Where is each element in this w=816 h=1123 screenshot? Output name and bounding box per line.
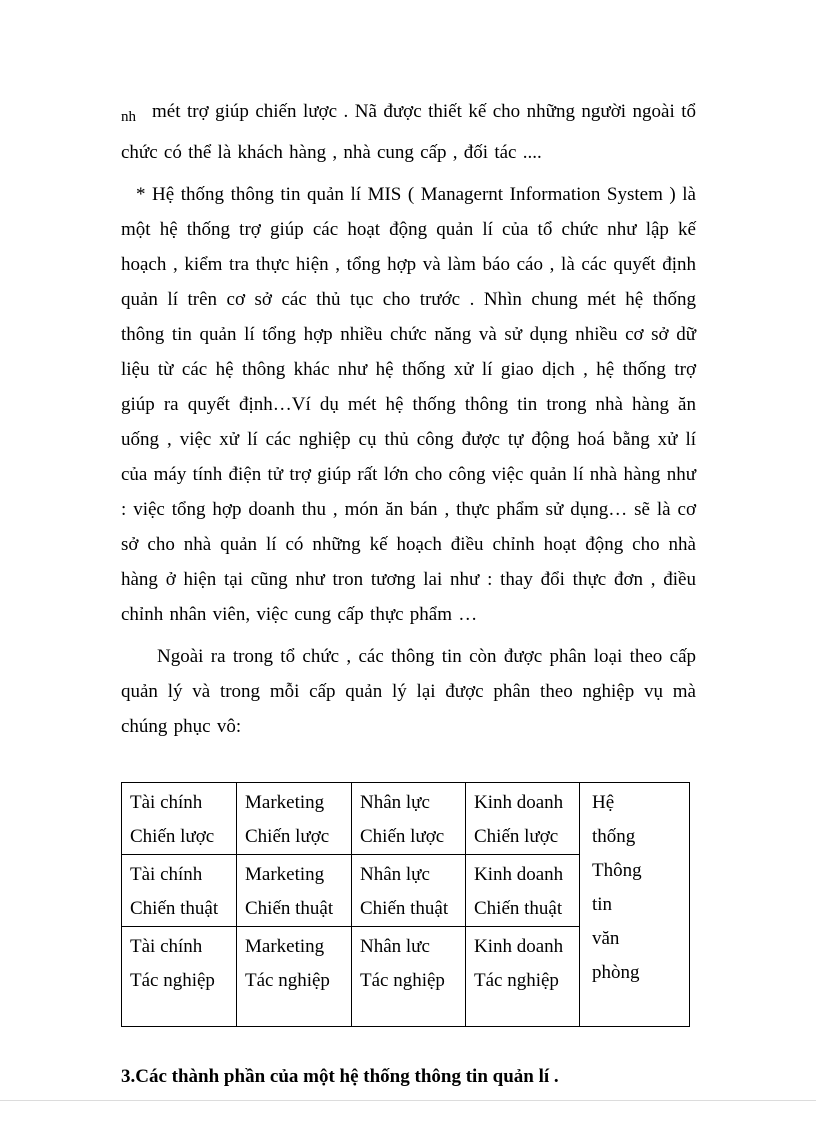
cell-line: Tác nghiệp xyxy=(130,970,215,991)
paragraph-classification: Ngoài ra trong tổ chức , các thông tin còn được phân loại theo cấp quản lý và trong mỗi cấp quản lý lại được phân theo nghiệp vụ mà chúng phục vô: xyxy=(121,646,696,737)
cell-line: Chiến lược xyxy=(130,826,215,847)
cell-line: Kinh doanh xyxy=(474,936,564,957)
cell-line: Marketing xyxy=(245,864,325,885)
cell-line: Tài chính xyxy=(130,864,203,885)
table-cell xyxy=(237,783,352,855)
cell-line: Tài chính xyxy=(130,792,203,813)
cell-line: Chiến lược xyxy=(245,826,330,847)
table-row-strategic xyxy=(122,783,690,855)
cell-line: Marketing xyxy=(245,936,325,957)
table-cell xyxy=(352,855,466,927)
table-cell xyxy=(466,927,580,1027)
cell-line: Chiến lược xyxy=(474,826,559,847)
cell-line: Tài chính xyxy=(130,936,203,957)
cell-line: Chiến thuật xyxy=(245,898,334,919)
cell-line: Kinh doanh xyxy=(474,864,564,885)
cell-line: Chiến thuật xyxy=(360,898,449,919)
cell-line: Hệ xyxy=(592,792,615,813)
cell-line: Nhân lưc xyxy=(360,936,430,957)
cell-line: Thông xyxy=(592,860,642,881)
table-cell xyxy=(466,855,580,927)
table-cell xyxy=(352,783,466,855)
section-heading: 3.Các thành phần của một hệ thống thông tin quản lí . xyxy=(121,1066,559,1087)
cell-line: Tác nghiệp xyxy=(360,970,445,991)
table-cell xyxy=(237,855,352,927)
cell-line: phòng xyxy=(592,962,640,983)
table-cell xyxy=(237,927,352,1027)
table-cell xyxy=(352,927,466,1027)
cell-line: Nhân lực xyxy=(360,864,430,885)
table-cell xyxy=(122,783,237,855)
cell-line: Chiến lược xyxy=(360,826,445,847)
cell-line: Tác nghiệp xyxy=(245,970,330,991)
cell-line: Chiến thuật xyxy=(474,898,563,919)
paragraph-continuation xyxy=(121,94,696,170)
cell-line: Tác nghiệp xyxy=(474,970,559,991)
paragraph-prefix: nh xyxy=(121,109,136,125)
table-cell-office-information-system xyxy=(580,783,690,1027)
cell-line: văn xyxy=(592,928,620,949)
cell-line: tin xyxy=(592,894,613,915)
cell-line: Chiến thuật xyxy=(130,898,219,919)
table-cell xyxy=(466,783,580,855)
cell-line: Kinh doanh xyxy=(474,792,564,813)
cell-line: Marketing xyxy=(245,792,325,813)
cell-line: Nhân lực xyxy=(360,792,430,813)
table-cell xyxy=(122,855,237,927)
paragraph-mis-definition: * Hệ thống thông tin quản lí MIS ( Managernt Information System ) là một hệ thống trợ giúp các hoạt động quản lí của tổ chức như lập kế hoạch , kiểm tra thực hiện , tổng hợp và làm báo cáo , là các quyết định quản lí trên cơ sở các thủ tục cho trước . Nhìn chung mét hệ thống thông tin quản lí tổng hợp nhiều chức năng và sử dụng nhiều cơ sở dữ liệu từ các hệ thông khác như hệ thống xử lí giao dịch , hệ thống trợ giúp ra quyết định…Ví dụ mét hệ thống thông tin trong nhà hàng ăn uống , việc xử lí các nghiệp cụ thủ công được tự động hoá bằng xử lí của máy tính điện tử trợ giúp rất lớn cho công việc quản lí nhà hàng như : việc tổng hợp doanh thu , món ăn bán , thực phẩm sử dụng… sẽ là cơ sở cho nhà quản lí có những kế hoạch điều chỉnh hoạt động cho nhà hàng ở hiện tại cũng như tron tương lai như : thay đổi thực đơn , điều chỉnh nhân viên, việc cung cấp thực phẩm … xyxy=(121,184,696,625)
page-bottom-edge xyxy=(0,1100,816,1101)
classification-table xyxy=(121,782,690,1027)
table-cell xyxy=(122,927,237,1027)
paragraph-continuation-text: mét trợ giúp chiến lược . Nã được thiết kế cho những người ngoài tổ chức có thể là khách hàng , nhà cung cấp , đối tác .... xyxy=(121,101,696,163)
cell-line: thống xyxy=(592,826,636,847)
